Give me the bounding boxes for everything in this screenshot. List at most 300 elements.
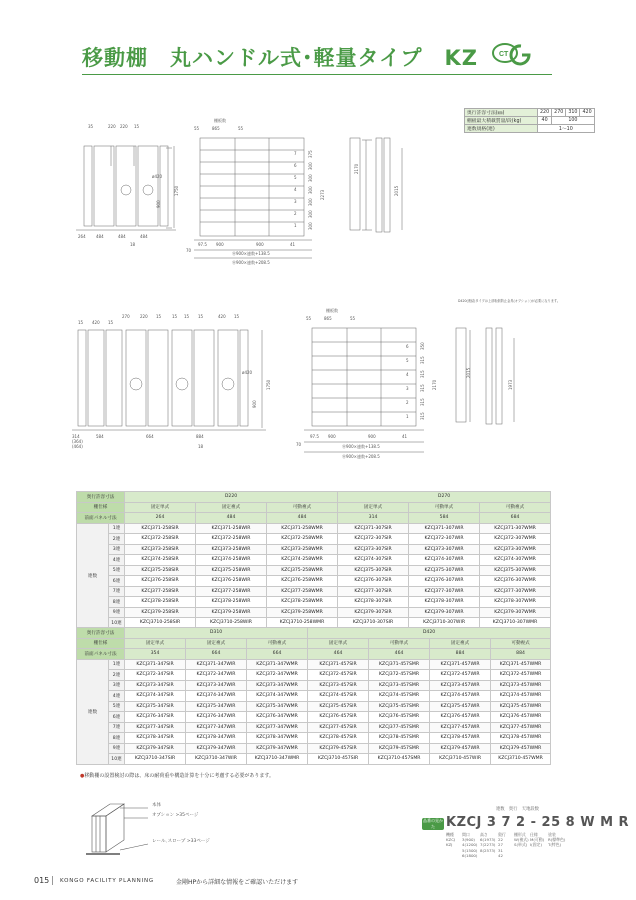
product-code-cell: KZCJ379-307WIR (409, 607, 480, 618)
product-code-cell: KZCJ376-307WMR (480, 576, 551, 587)
product-code-cell: KZCJ3710-258WIR (196, 618, 267, 629)
product-code-cell: KZCJ376-258WMR (267, 576, 338, 587)
spec-cell: 310 (566, 109, 580, 117)
table-row (77, 722, 551, 733)
table-row (77, 691, 551, 702)
footer-divider (52, 876, 53, 885)
table-row (77, 607, 551, 618)
dim-label: 315 (420, 384, 425, 392)
bullet-icon: ● (80, 773, 85, 779)
dim-label: ø420 (242, 370, 253, 375)
product-code-cell: KZCJ376-307WIR (409, 576, 480, 587)
dim-label: 55 (194, 126, 200, 131)
footer-brand: KONGO FACILITY PLANNING (60, 878, 154, 884)
product-code-cell: KZCJ379-457SIR (308, 743, 369, 754)
table-row (77, 597, 551, 608)
dim-label: 97.5 (198, 242, 207, 247)
product-code-cell: KZCJ376-457WMR (491, 712, 551, 723)
product-code-cell: KZCJ376-258SIR (125, 576, 196, 587)
header-label: 奥行許容寸法 (77, 492, 125, 503)
table-row (77, 743, 551, 754)
product-code-cell: KZCJ379-258SIR (125, 607, 196, 618)
product-code-cell: KZCJ371-457WIR (430, 659, 491, 670)
spec-header: 可動単式 (409, 502, 480, 513)
dim-label: 314 (72, 434, 80, 439)
code-column-value: 7(2273) (480, 842, 496, 848)
product-code-cell: KZCJ3710-347SIR (125, 754, 186, 765)
panel-size: 664 (247, 649, 308, 660)
drawing-2 (66, 298, 561, 468)
code-example: KZCJ 3 7 2 - 25 8 W M R (446, 815, 630, 830)
dim-label: 315 (420, 398, 425, 406)
group-header: D270 (338, 492, 551, 503)
code-column-value: 27 (498, 842, 503, 848)
product-code-cell: KZCJ377-307SIR (338, 586, 409, 597)
product-code-cell: KZCJ377-258WMR (267, 586, 338, 597)
product-code-cell: KZCJ375-258SIR (125, 565, 196, 576)
product-code-cell: KZCJ378-457SMR (369, 733, 430, 744)
header-label: 奥行許容寸法 (77, 628, 125, 639)
code-column-value: 31 (498, 847, 503, 853)
product-code-cell: KZCJ3710-307SIR (338, 618, 409, 629)
spec-cell: 100 (552, 117, 594, 125)
product-code-cell: KZCJ378-347WMR (247, 733, 308, 744)
code-column-value: 6(1800) (462, 852, 478, 858)
product-code-cell: KZCJ379-258WMR (267, 607, 338, 618)
product-code-cell: KZCJ372-457SMR (369, 670, 430, 681)
code-column-value: T(特色) (548, 842, 562, 848)
code-column (548, 832, 565, 848)
dim-label: 484 (96, 234, 104, 239)
code-column-value: W(複式) (514, 837, 529, 843)
dim-label: 900 (256, 242, 264, 247)
dim-label: 2170 (354, 163, 359, 174)
product-code-cell: KZCJ376-258WIR (196, 576, 267, 587)
product-code-cell: KZCJ378-347WIR (186, 733, 247, 744)
dim-label: 484 (140, 234, 148, 239)
product-code-cell: KZCJ376-457SMR (369, 712, 430, 723)
table-row (77, 659, 551, 670)
spec-header: 可動複式 (480, 502, 551, 513)
product-code-cell: KZCJ371-258WIR (196, 523, 267, 534)
product-code-cell: KZCJ377-307WMR (480, 586, 551, 597)
footer-message[interactable]: 金剛HPから詳細な情報をご確認いただけます (176, 879, 299, 886)
bay-count: 1連 (109, 659, 125, 670)
spec-row-depth (465, 109, 595, 117)
product-code-cell: KZCJ378-457WIR (430, 733, 491, 744)
product-code-cell: KZCJ376-307SIR (338, 576, 409, 587)
spec-header: 固定単式 (125, 502, 196, 513)
formula-label: Ⓦ900×連数+138.5 (232, 251, 270, 256)
spec-header: 可動複式 (247, 638, 308, 649)
bay-count: 8連 (109, 597, 125, 608)
dim-label: 41 (402, 434, 408, 439)
bay-count: 5連 (109, 701, 125, 712)
formula-label: Ⓦ900×連数+208.5 (342, 454, 380, 459)
spec-row-load (465, 117, 595, 125)
dim-label: 2170 (432, 379, 437, 390)
product-code-cell: KZCJ3710-457WMR (491, 754, 551, 765)
spec-label: 奥行許容寸法(㎜) (465, 109, 538, 117)
spec-cell: 420 (580, 109, 594, 117)
table-row (77, 712, 551, 723)
product-code-cell: KZCJ374-307SIR (338, 555, 409, 566)
bay-count: 9連 (109, 743, 125, 754)
product-code-cell: KZCJ372-347WMR (247, 670, 308, 681)
product-code-cell: KZCJ378-307WMR (480, 597, 551, 608)
drawing-note: D420(連結)タイプは上部転倒防止金具(オプション)が必要になります。 (458, 299, 561, 303)
shelf-num: 1 (294, 223, 297, 228)
code-column (446, 832, 455, 848)
product-code-cell: KZCJ373-307SIR (338, 544, 409, 555)
spec-header: 固定複式 (186, 638, 247, 649)
product-code-cell: KZCJ378-307SIR (338, 597, 409, 608)
product-code-cell: KZCJ378-258WMR (267, 597, 338, 608)
panel-size: 684 (480, 513, 551, 524)
spec-header: 可動複式 (267, 502, 338, 513)
dim-label: 2015 (466, 367, 471, 378)
panel-size: 354 (125, 649, 186, 660)
header-label: 前面パネル寸法 (77, 513, 125, 524)
product-code-cell: KZCJ374-457WMR (491, 691, 551, 702)
product-code-cell: KZCJ372-457WMR (491, 670, 551, 681)
dim-label: 70 (296, 442, 302, 447)
code-column (480, 832, 495, 853)
dim-label: 300 (308, 174, 313, 182)
product-code-cell: KZCJ375-457WIR (430, 701, 491, 712)
bay-count: 6連 (109, 576, 125, 587)
code-column-label: 奥行 (498, 832, 506, 837)
page-title: 移動棚 丸ハンドル式･軽量タイプ KZ (82, 46, 478, 70)
panel-size: 464 (369, 649, 430, 660)
product-code-cell: KZCJ373-347SIR (125, 680, 186, 691)
product-code-cell: KZCJ371-307WMR (480, 523, 551, 534)
product-code-cell: KZCJ376-457WIR (430, 712, 491, 723)
dim-label: 300 (308, 186, 313, 194)
table-row (77, 680, 551, 691)
product-code-cell: KZCJ3710-258WMR (267, 618, 338, 629)
panel-size: 484 (267, 513, 338, 524)
legend-rail-link[interactable]: レール､スロープ >33ページ (152, 839, 210, 844)
product-code-cell: KZCJ372-307WIR (409, 534, 480, 545)
product-code-cell: KZCJ379-457WMR (491, 743, 551, 754)
legend-main: 本体 (152, 803, 161, 808)
dim-label: 220 (140, 314, 148, 319)
bay-count: 2連 (109, 670, 125, 681)
dim-label: 300 (308, 198, 313, 206)
product-code-cell: KZCJ373-347WMR (247, 680, 308, 691)
product-code-cell: KZCJ377-307WIR (409, 586, 480, 597)
panel-size: 884 (430, 649, 491, 660)
product-code-cell: KZCJ379-457SMR (369, 743, 430, 754)
dim-label: 315 (420, 356, 425, 364)
spec-table (464, 108, 595, 133)
product-code-cell: KZCJ379-307SIR (338, 607, 409, 618)
group-header: D310 (125, 628, 308, 639)
panel-size: 584 (409, 513, 480, 524)
dim-label: 865 (212, 126, 220, 131)
shelf-num: 6 (406, 344, 409, 349)
dim-label: 484 (118, 234, 126, 239)
shelf-num: 7 (294, 151, 297, 156)
dim-label: 15 (108, 320, 114, 325)
table-row (77, 754, 551, 765)
dim-label: 264 (78, 234, 86, 239)
dim-label: 900 (328, 434, 336, 439)
dim-label: (464) (72, 444, 83, 449)
product-code-cell: KZCJ377-347WMR (247, 722, 308, 733)
product-code-cell: KZCJ373-457WIR (430, 680, 491, 691)
product-code-cell: KZCJ3710-347WMR (247, 754, 308, 765)
dim-label: 315 (420, 412, 425, 420)
logo-text: CT (499, 51, 509, 58)
product-code-cell: KZCJ3710-307WMR (480, 618, 551, 629)
product-code-cell: KZCJ373-258SIR (125, 544, 196, 555)
code-column-value: 5(1500) (462, 847, 478, 853)
product-code-cell: KZCJ372-347SIR (125, 670, 186, 681)
product-code-cell: KZCJ374-347SIR (125, 691, 186, 702)
dim-label: 15 (156, 314, 162, 319)
dim-label: 270 (122, 314, 130, 319)
elev-label: 棚板数 (214, 118, 226, 123)
product-code-cell: KZCJ376-457SIR (308, 712, 369, 723)
code-top-label: 連数 奥行 天地段数 (496, 807, 539, 812)
dim-label: 300 (308, 162, 313, 170)
product-code-cell: KZCJ374-457WIR (430, 691, 491, 702)
panel-size: 464 (308, 649, 369, 660)
dim-label: 900 (156, 200, 161, 208)
product-code-cell: KZCJ371-457SMR (369, 659, 430, 670)
dim-label: 18 (198, 444, 204, 449)
product-code-cell: KZCJ374-258WMR (267, 555, 338, 566)
product-code-cell: KZCJ375-347WMR (247, 701, 308, 712)
shelf-body-icon (92, 804, 124, 816)
code-column-value: 22 (498, 837, 503, 843)
product-code-cell: KZCJ374-347WIR (186, 691, 247, 702)
product-code-cell: KZCJ378-307WIR (409, 597, 480, 608)
product-code-cell: KZCJ372-258WMR (267, 534, 338, 545)
product-code-cell: KZCJ371-258SIR (125, 523, 196, 534)
product-code-cell: KZCJ375-347WIR (186, 701, 247, 712)
bay-count: 10連 (109, 618, 125, 629)
shelf-num: 5 (406, 358, 409, 363)
formula-label: Ⓦ900×連数+208.5 (232, 260, 270, 265)
product-code-cell: KZCJ375-307SIR (338, 565, 409, 576)
table-row (77, 544, 551, 555)
product-code-cell: KZCJ372-347WIR (186, 670, 247, 681)
shelf-num: 1 (406, 414, 409, 419)
product-code-cell: KZCJ373-457SIR (308, 680, 369, 691)
code-column-value: 8(2573) (480, 847, 496, 853)
dim-label: 2273 (320, 189, 325, 200)
bay-count: 5連 (109, 565, 125, 576)
dim-label: 15 (198, 314, 204, 319)
spec-header: 可動単式 (369, 638, 430, 649)
panel-size: 314 (338, 513, 409, 524)
table-row (77, 534, 551, 545)
product-code-cell: KZCJ379-258WIR (196, 607, 267, 618)
table-row (77, 523, 551, 534)
product-code-cell: KZCJ374-347WMR (247, 691, 308, 702)
spec-header: 固定単式 (338, 502, 409, 513)
code-column-value: 4(1200) (462, 842, 478, 848)
bay-count: 8連 (109, 733, 125, 744)
code-column-label: 棚形式 (514, 832, 526, 837)
product-code-cell: KZCJ375-457WMR (491, 701, 551, 712)
table-row (77, 701, 551, 712)
product-code-cell: KZCJ3710-347WIR (186, 754, 247, 765)
spec-header: 可動複式 (491, 638, 551, 649)
shelf-num: 2 (406, 400, 409, 405)
product-code-cell: KZCJ372-258SIR (125, 534, 196, 545)
bay-count: 4連 (109, 555, 125, 566)
product-code-cell: KZCJ376-347SIR (125, 712, 186, 723)
code-column (462, 832, 477, 858)
code-column-value: KZJ (446, 842, 453, 848)
product-code-cell: KZCJ3710-457SIR (308, 754, 369, 765)
product-code-cell: KZCJ371-258WMR (267, 523, 338, 534)
product-code-cell: KZCJ371-347SIR (125, 659, 186, 670)
dim-label: 2015 (394, 185, 399, 196)
product-code-cell: KZCJ377-457SMR (369, 722, 430, 733)
code-column (514, 832, 529, 848)
product-table-d310-d420 (76, 627, 551, 765)
dim-label: 300 (308, 210, 313, 218)
shelf-num: 4 (406, 372, 409, 377)
dim-label: 884 (196, 434, 204, 439)
product-code-cell: KZCJ378-347SIR (125, 733, 186, 744)
product-code-cell: KZCJ3710-258SIR (125, 618, 196, 629)
dim-label: 300 (308, 222, 313, 230)
code-column-label: 塗装 (548, 832, 556, 837)
product-code-cell: KZCJ3710-307WIR (409, 618, 480, 629)
code-column-value: S(単式) (514, 842, 528, 848)
dim-label: 15 (234, 314, 240, 319)
code-column-label: 機種 (446, 832, 454, 837)
product-code-cell: KZCJ378-258WIR (196, 597, 267, 608)
product-code-cell: KZCJ375-258WMR (267, 565, 338, 576)
product-code-cell: KZCJ377-258WIR (196, 586, 267, 597)
product-code-cell: KZCJ374-307WMR (480, 555, 551, 566)
code-column-value: KZCJ (446, 837, 456, 843)
code-column-value: M(可動) (530, 837, 545, 843)
product-code-cell: KZCJ374-307WIR (409, 555, 480, 566)
spec-cell: 270 (552, 109, 566, 117)
product-code-cell: KZCJ373-307WIR (409, 544, 480, 555)
code-column-label: 仕様 (530, 832, 538, 837)
spec-header: 固定単式 (125, 638, 186, 649)
spec-header: 固定複式 (196, 502, 267, 513)
product-code-cell: KZCJ371-457WMR (491, 659, 551, 670)
dim-label: 55 (306, 316, 312, 321)
product-code-cell: KZCJ377-457SIR (308, 722, 369, 733)
product-code-cell: KZCJ379-307WMR (480, 607, 551, 618)
product-code-cell: KZCJ378-457SIR (308, 733, 369, 744)
dim-label: 55 (238, 126, 244, 131)
product-code-cell: KZCJ371-347WMR (247, 659, 308, 670)
dim-label: 315 (420, 370, 425, 378)
product-code-cell: KZCJ376-347WIR (186, 712, 247, 723)
bay-count: 7連 (109, 586, 125, 597)
shelf-num: 2 (294, 211, 297, 216)
dim-label: 41 (290, 242, 296, 247)
table-row (77, 555, 551, 566)
spec-cell: 40 (538, 117, 552, 125)
product-code-cell: KZCJ371-457SIR (308, 659, 369, 670)
product-code-cell: KZCJ371-307WIR (409, 523, 480, 534)
dim-label: 900 (216, 242, 224, 247)
table-row (77, 576, 551, 587)
caution-note (80, 772, 274, 779)
shelf-num: 3 (406, 386, 409, 391)
panel-size: 884 (491, 649, 551, 660)
title-rule (82, 74, 552, 75)
page-number: 015 (34, 876, 50, 885)
bay-count: 1連 (109, 523, 125, 534)
table-row (77, 670, 551, 681)
product-code-cell: KZCJ375-457SIR (308, 701, 369, 712)
product-code-cell: KZCJ3710-457SMR (369, 754, 430, 765)
note-text: 移動棚の設置検討の際は、床の耐荷重や構造計算を十分に考慮する必要があります。 (84, 773, 274, 779)
spec-header: 固定単式 (308, 638, 369, 649)
product-code-cell: KZCJ375-307WIR (409, 565, 480, 576)
dim-label: 220 (108, 124, 116, 129)
legend-option-link[interactable]: オプション >35ページ (152, 813, 199, 818)
product-code-cell: KZCJ372-307WMR (480, 534, 551, 545)
product-code-cell: KZCJ373-457SMR (369, 680, 430, 691)
product-code-cell: KZCJ3710-457WIR (430, 754, 491, 765)
product-table-d220-d270 (76, 491, 551, 629)
code-column-value: R(標準色) (548, 837, 566, 843)
dim-label: 420 (92, 320, 100, 325)
spec-header: 固定複式 (430, 638, 491, 649)
shelf-num: 4 (294, 187, 297, 192)
product-code-cell: KZCJ379-347SIR (125, 743, 186, 754)
product-code-cell: KZCJ379-347WIR (186, 743, 247, 754)
code-column (498, 832, 506, 858)
product-code-cell: KZCJ372-307SIR (338, 534, 409, 545)
code-column-value: I(固定) (530, 842, 542, 848)
bay-count: 6連 (109, 712, 125, 723)
bay-count: 7連 (109, 722, 125, 733)
dim-label: 1973 (508, 379, 513, 390)
elev-label: 棚板数 (326, 308, 338, 313)
product-code-cell: KZCJ377-457WIR (430, 722, 491, 733)
dim-label: 664 (146, 434, 154, 439)
shelf-num: 6 (294, 163, 297, 168)
dim-label: 1750 (266, 379, 271, 390)
dim-label: 15 (172, 314, 178, 319)
dim-label: 15 (78, 320, 84, 325)
product-code-cell: KZCJ377-457WMR (491, 722, 551, 733)
shelf-num: 3 (294, 199, 297, 204)
product-code-cell: KZCJ374-258WIR (196, 555, 267, 566)
bay-count: 9連 (109, 607, 125, 618)
product-code-cell: KZCJ377-258SIR (125, 586, 196, 597)
dim-label: 97.5 (310, 434, 319, 439)
bay-count: 10連 (109, 754, 125, 765)
code-column-label: 高さ (480, 832, 488, 837)
code-guide-badge: 品番の見かた (423, 818, 443, 829)
dim-label: 1750 (174, 185, 179, 196)
product-code-cell: KZCJ379-347WMR (247, 743, 308, 754)
product-code-cell: KZCJ379-457WIR (430, 743, 491, 754)
dim-label: 70 (186, 248, 192, 253)
product-code-cell: KZCJ378-457WMR (491, 733, 551, 744)
side-label: 連数 (77, 659, 109, 764)
panel-size: 264 (125, 513, 196, 524)
header-label: 棚仕様 (77, 638, 125, 649)
